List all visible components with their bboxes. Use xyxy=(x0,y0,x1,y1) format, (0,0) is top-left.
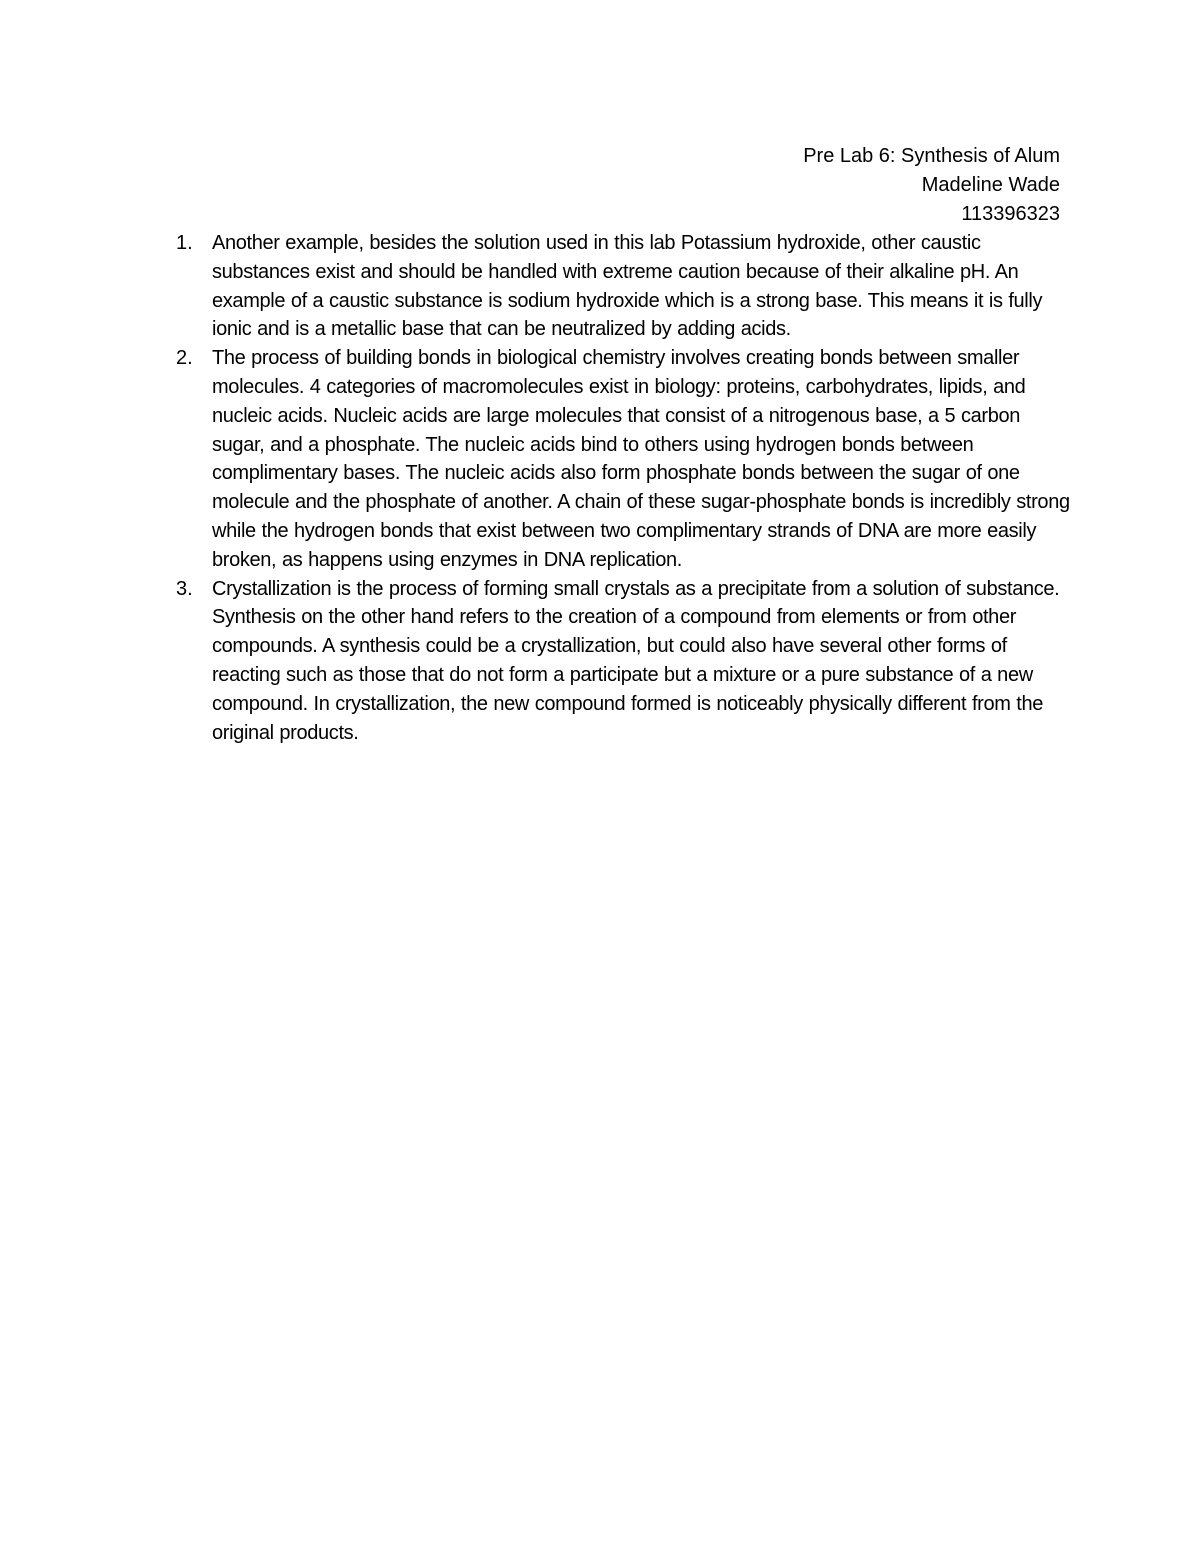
list-item xyxy=(172,575,1072,748)
answer-list xyxy=(172,229,1072,747)
list-item-number: 3. xyxy=(176,577,193,600)
document-header xyxy=(803,142,1060,229)
list-item-text: The process of building bonds in biological chemistry involves creating bonds between smaller molecules. 4 categories of macromolecules exist in biology: proteins, carbohydrates, lipids, and nucleic acids. Nucleic acids are large molecules that consist of a nitrogenous base, a 5 carbon sugar, and a phosphate. The nucleic acids bind to others using hydrogen bonds between complimentary bases. The nucleic acids also form phosphate bonds between the sugar of one molecule and the phosphate of another. A chain of these sugar-phosphate bonds is incredibly strong while the hydrogen bonds that exist between two complimentary strands of DNA are more easily broken, as happens using enzymes in DNA replication. xyxy=(212,347,1070,571)
list-item-number: 1. xyxy=(176,232,193,254)
list-item xyxy=(172,229,1072,344)
list-item-text: Another example, besides the solution used in this lab Potassium hydroxide, other caustic substances exist and should be handled with extreme caution because of their alkaline pH. An example of a caustic substance is sodium hydroxide which is a strong base. This means it is fully ionic and is a metallic base that can be neutralized by adding acids. xyxy=(212,232,1043,341)
list-item-text: Crystallization is the process of forming small crystals as a precipitate from a solution of substance. Synthesis on the other hand refers to the creation of a compound from elements or from other compounds. A synthesis could be a crystallization, but could also have several other forms of reacting such as those that do not form a participate but a mixture or a pure substance of a new compound. In crystallization, the new compound formed is noticeably physically different from the original products. xyxy=(212,577,1060,744)
student-id: 113396323 xyxy=(961,203,1060,225)
document-title: Pre Lab 6: Synthesis of Alum xyxy=(803,145,1060,167)
list-item-number: 2. xyxy=(176,347,193,370)
author-name: Madeline Wade xyxy=(921,174,1060,196)
list-item xyxy=(172,344,1072,574)
